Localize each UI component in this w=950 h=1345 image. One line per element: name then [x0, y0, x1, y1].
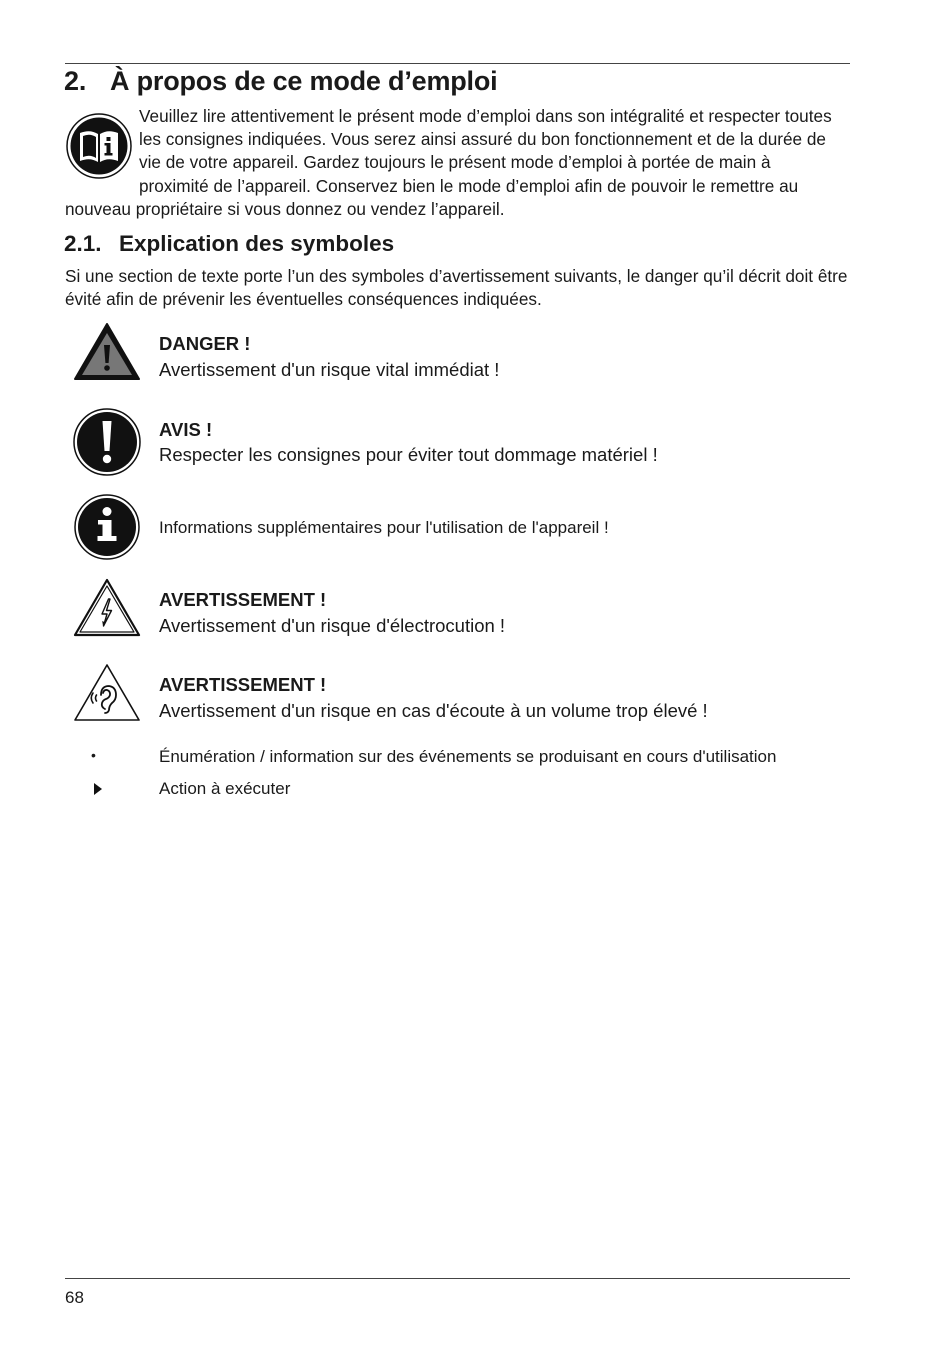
notice-text: Respecter les consignes pour éviter tout dommage matériel ! [159, 444, 658, 465]
bullet-marker: • [91, 747, 96, 763]
bottom-divider [65, 1278, 850, 1279]
subsection-number: 2.1. [64, 231, 102, 256]
hearing-volume-icon [72, 662, 142, 724]
hearing-title: AVERTISSEMENT ! [159, 674, 327, 695]
top-divider [65, 63, 850, 64]
info-circle-icon [74, 494, 140, 560]
notice-title: AVIS ! [159, 419, 213, 440]
hearing-text: Avertissement d'un risque en cas d'écoute à un volume trop élevé ! [159, 700, 708, 721]
danger-title: DANGER ! [159, 333, 251, 354]
danger-triangle-icon [73, 322, 141, 382]
section-title: À propos de ce mode d’emploi [110, 66, 498, 96]
section-number: 2. [64, 66, 87, 96]
subsection-lead: Si une section de texte porte l’un des symboles d’avertissement suivants, le danger qu’il décrit doit être évité afin de prévenir les éventuelles conséquences indiquées. [65, 266, 848, 309]
subsection-title: Explication des symboles [119, 231, 395, 256]
intro-paragraph [65, 105, 835, 221]
notice-exclamation-icon [73, 408, 141, 476]
electric-shock-icon [72, 577, 142, 639]
danger-text: Avertissement d'un risque vital immédiat ! [159, 359, 500, 380]
arrow-right-icon [93, 782, 103, 796]
electrocution-title: AVERTISSEMENT ! [159, 589, 327, 610]
page-number: 68 [65, 1288, 84, 1307]
electrocution-text: Avertissement d'un risque d'électrocution ! [159, 615, 506, 636]
section-heading [64, 66, 497, 97]
subsection-heading [64, 231, 394, 257]
info-text: Informations supplémentaires pour l'utilisation de l'appareil ! [159, 518, 609, 537]
list-item-enumeration: Énumération / information sur des événements se produisant en cours d'utilisation [159, 747, 777, 766]
intro-text: Veuillez lire attentivement le présent mode d’emploi dans son intégralité et respecter toutes les consignes indiquées. Vous serez ainsi assuré du bon fonctionnement et de la durée de vie de votre appareil. Gardez toujours le présent mode d’emploi à portée de main à proximité de l’appareil. Conservez bien le mode d’emploi afin de pouvoir le remettre au nouveau propriétaire si vous donnez ou vendez l’appareil. [65, 106, 832, 219]
list-item-action: Action à exécuter [159, 779, 291, 798]
